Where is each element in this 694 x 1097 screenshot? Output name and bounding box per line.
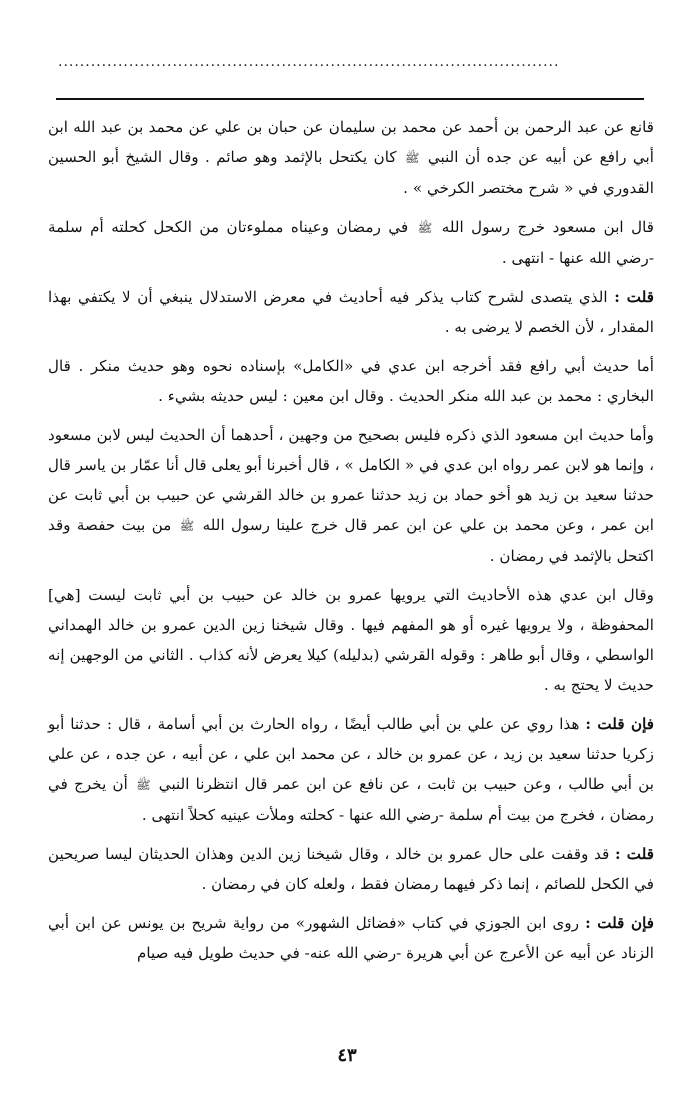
page-number: ٤٣ xyxy=(337,1045,357,1066)
header-rule xyxy=(56,98,644,100)
paragraph-7 xyxy=(48,709,654,830)
paragraph-text: وقال ابن عدي هذه الأحاديث التي يرويها عمرو بن خالد عن حبيب بن أبي ثابت ليست [هي] المحفوظة ، ولا يرويها غيره أو هو المفهم فيها . وقال شيخنا زين الدين عمرو بن خالد الهمداني الواسطي ، وقال أبو طاهر : وقوله القرشي (بدليله) كيلا يعرض لأنه كذاب . الثاني من الوجهين إنه حديث لا يحتج به . xyxy=(48,586,654,694)
paragraph-label: فإن قلت : xyxy=(585,715,654,733)
salla-glyph: ﷺ xyxy=(136,778,151,792)
running-header-dots: ............................................................................................ xyxy=(58,54,560,70)
paragraph-text: روى ابن الجوزي في كتاب «فضائل الشهور» من رواية شريح بن يونس عن ابن أبي الزناد عن أبيه عن الأعرج عن أبي هريرة -رضي الله عنه- في حديث طويل فيه صيام xyxy=(48,914,654,962)
paragraph-text: في رمضان وعيناه مملوءتان من الكحل كحلته أم سلمة -رضي الله عنها - انتهى . xyxy=(48,218,654,267)
paragraph-3 xyxy=(48,282,654,342)
paragraph-9 xyxy=(48,908,654,968)
paragraph-text: قال ابن مسعود خرج رسول الله xyxy=(441,218,655,236)
paragraph-1 xyxy=(48,112,654,203)
salla-glyph: ﷺ xyxy=(179,519,195,533)
paragraph-text: كان يكتحل بالإثمد وهو صائم . وقال الشيخ أبو الحسين القدوري في « شرح مختصر الكرخي » . xyxy=(48,148,654,197)
paragraph-text: قد وقفت على حال عمرو بن خالد ، وقال شيخنا زين الدين وهذان الحديثان ليسا صريحين في الكحل للصائم ، إنما ذكر فيهما رمضان فقط ، ولعله كان في رمضان . xyxy=(48,845,654,893)
paragraph-text: الذي يتصدى لشرح كتاب يذكر فيه أحاديث في معرض الاستدلال ينبغي أن لا يكتفي بهذا المقدار ، لأن الخصم لا يرضى به . xyxy=(48,288,654,336)
paragraph-text: أن يخرج في رمضان ، فخرج من بيت أم سلمة -رضي الله عنها - كحلته وملأت عينيه كحلاً انتهى . xyxy=(48,775,654,824)
paragraph-5 xyxy=(48,420,654,571)
paragraph-8 xyxy=(48,839,654,899)
page-body xyxy=(48,112,654,977)
salla-glyph: ﷺ xyxy=(404,151,420,165)
paragraph-text: أما حديث أبي رافع فقد أخرجه ابن عدي في «الكامل» بإسناده نحوه وهو حديث منكر . قال البخاري : محمد بن عبد الله منكر الحديث . وقال ابن معين : ليس حديثه بشيء . xyxy=(48,357,654,405)
paragraph-label: فإن قلت : xyxy=(585,914,654,932)
paragraph-text: وأما حديث ابن مسعود الذي ذكره فليس بصحيح من وجهين ، أحدهما أن الحديث ليس لابن مسعود ، وإنما هو لابن عمر رواه ابن عدي في « الكامل » ، قال أخبرنا أبو يعلى قال أنا عمّار بن ياسر قال حدثنا سعيد بن زيد هو أخو حماد بن زيد حدثنا عمرو بن خالد القرشي عن حبيب بن أبي ثابت عن ابن عمر ، وعن محمد بن علي عن ابن عمر قال خرج علينا رسول الله xyxy=(48,426,655,534)
paragraph-text: قانع عن عبد الرحمن بن أحمد عن محمد بن سليمان عن حبان بن علي عن محمد بن عبد الله ابن أبي رافع عن أبيه عن جده أن النبي xyxy=(48,118,655,166)
paragraph-4 xyxy=(48,351,654,411)
paragraph-text: من بيت حفصة وقد اكتحل بالإثمد في رمضان . xyxy=(48,516,654,565)
paragraph-6 xyxy=(48,580,654,700)
paragraph-text: هذا روي عن علي بن أبي طالب أيضًا ، رواه الحارث بن أبي أسامة ، قال : حدثنا أبو زكريا حدثنا سعيد بن زيد ، عن عمرو بن خالد ، عن محمد ابن علي ، عن أبيه ، عن جده ، عن علي بن أبي طالب ، وعن حبيب بن ثابت ، عن نافع عن ابن عمر قال انتظرنا النبي xyxy=(48,715,655,793)
paragraph-label: قلت : xyxy=(615,845,654,863)
paragraph-2 xyxy=(48,212,654,273)
salla-glyph: ﷺ xyxy=(417,221,433,235)
paragraph-label: قلت : xyxy=(614,288,655,306)
